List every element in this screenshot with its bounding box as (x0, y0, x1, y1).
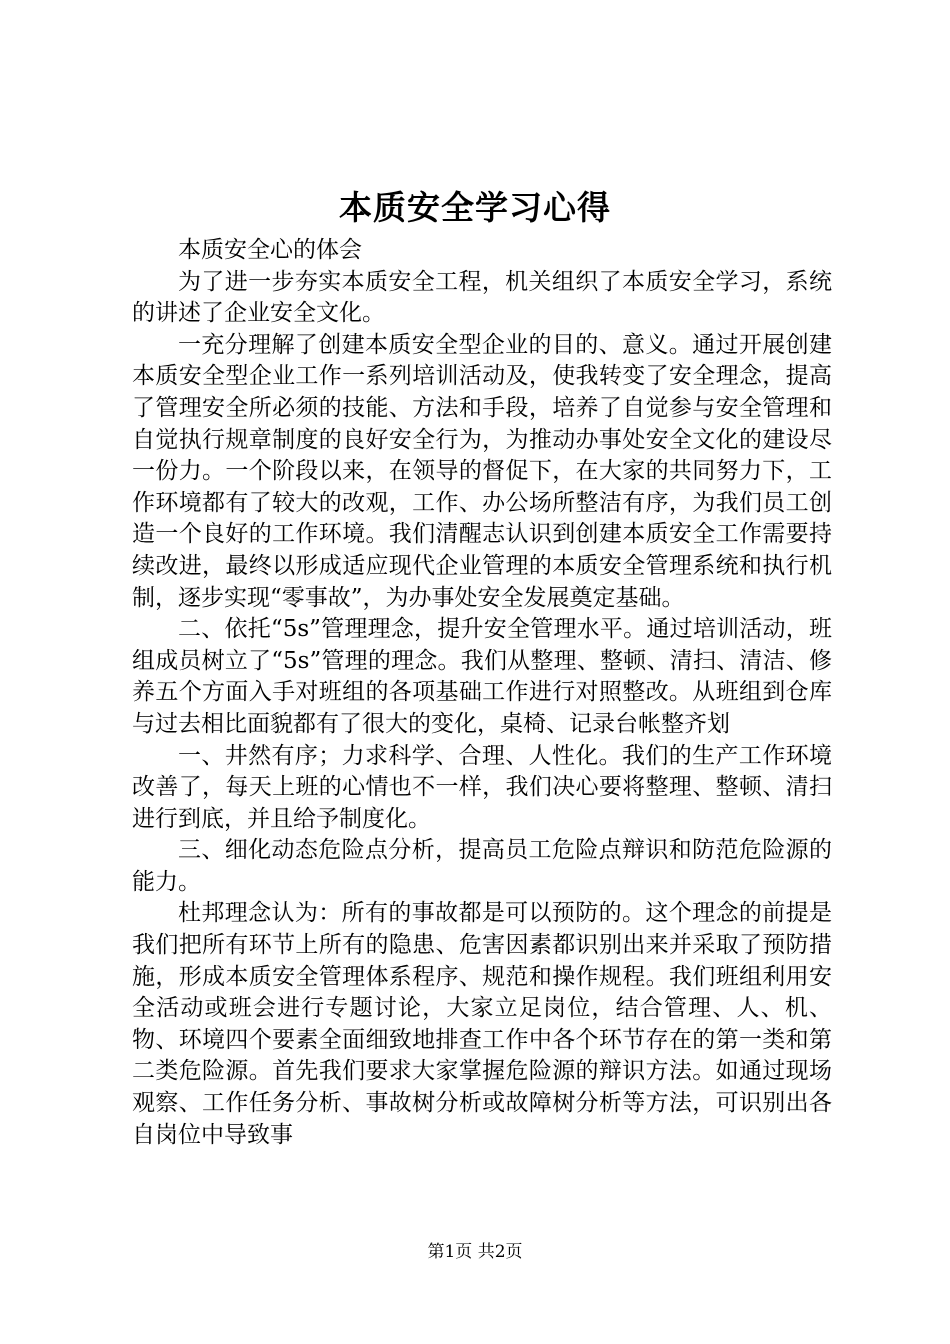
page-number-footer: 第1页 共2页 (427, 1242, 523, 1262)
paragraph-section-two-continued: 一、井然有序；力求科学、合理、人性化。我们的生产工作环境改善了，每天上班的心情也不一样，我们决心要将整理、整顿、清扫进行到底，并且给予制度化。 (132, 742, 832, 832)
paragraph-section-one: 一充分理解了创建本质安全型企业的目的、意义。通过开展创建本质安全型企业工作一系列培训活动及，使我转变了安全理念，提高了管理安全所必须的技能、方法和手段，培养了自觉参与安全管理和自觉执行规章制度的良好安全行为，为推动办事处安全文化的建设尽一份力。一个阶段以来，在领导的督促下，在大家的共同努力下，工作环境都有了较大的改观，工作、办公场所整洁有序，为我们员工创造一个良好的工作环境。我们清醒志认识到创建本质安全工作需要持续改进，最终以形成适应现代企业管理的本质安全管理系统和执行机制，逐步实现“零事故”，为办事处安全发展奠定基础。 (132, 331, 832, 611)
paragraph-section-three: 三、细化动态危险点分析，提高员工危险点辩识和防范危险源的能力。 (132, 837, 832, 895)
paragraph-dupont: 杜邦理念认为：所有的事故都是可以预防的。这个理念的前提是我们把所有环节上所有的隐患、危害因素都识别出来并采取了预防措施，形成本质安全管理体系程序、规范和操作规程。我们班组利用安全活动或班会进行专题讨论，大家立足岗位，结合管理、人、机、物、环境四个要素全面细致地排查工作中各个环节存在的第一类和第二类危险源。首先我们要求大家掌握危险源的辩识方法。如通过现场观察、工作任务分析、事故树分析或故障树分析等方法，可识别出各自岗位中导致事 (132, 900, 832, 1148)
document-body (132, 235, 832, 1151)
paragraph-subtitle: 本质安全心的体会 (178, 237, 362, 263)
paragraph-intro: 为了进一步夯实本质安全工程，机关组织了本质安全学习，系统的讲述了企业安全文化。 (132, 268, 832, 327)
paragraph-section-two: 二、依托“5s”管理理念，提升安全管理水平。通过培训活动，班组成员树立了“5s”管理的理念。我们从整理、整顿、清扫、清洁、修养五个方面入手对班组的各项基础工作进行对照整改。从班组到仓库与过去相比面貌都有了很大的变化，桌椅、记录台帐整齐划 (132, 616, 832, 737)
document-title: 本质安全学习心得 (339, 188, 611, 227)
